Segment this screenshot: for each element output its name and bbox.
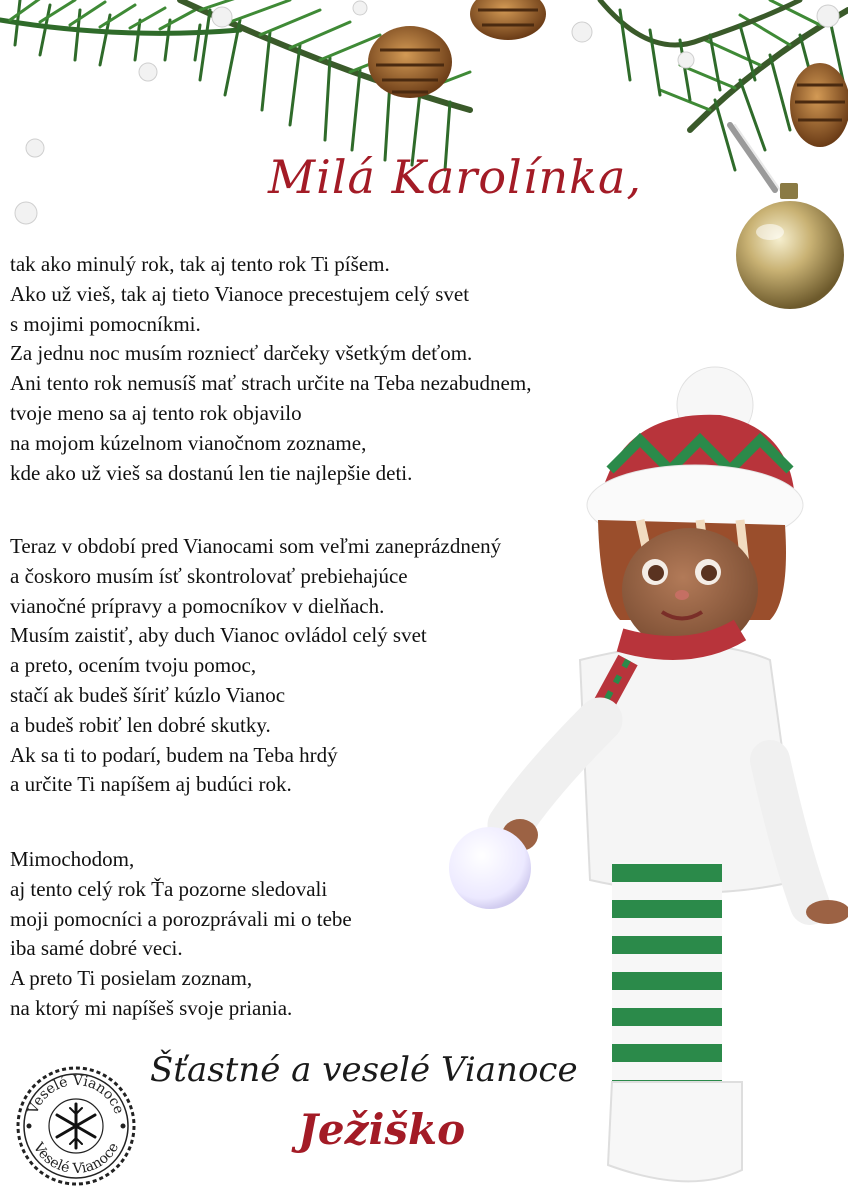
signature: Ježiško [298,1105,466,1154]
letter-line: tak ako minulý rok, tak aj tento rok Ti píšem. [10,252,390,276]
letter-greeting: Milá Karolínka, [268,150,643,204]
letter-line: aj tento celý rok Ťa pozorne sledovali [10,876,328,901]
paragraph-2 [10,532,501,800]
letter-line: na mojom kúzelnom vianočnom zozname, [10,430,367,455]
letter-line: iba samé dobré veci. [10,936,183,961]
letter-line: stačí ak budeš šíriť kúzlo Vianoc [10,682,286,707]
closing-wish: Šťastné a veselé Vianoce [150,1050,578,1090]
snowflake-stamp-icon [15,1065,137,1187]
letter-line: moji pomocníci a porozprávali mi o tebe [10,906,352,931]
letter-line: Ani tento rok nemusíš mať strach určite na Teba nezabudnem, [10,371,532,396]
letter-line: a určite Ti napíšem aj budúci rok. [10,772,292,797]
paragraph-3 [10,845,352,1024]
letter-line: Mimochodom, [10,847,135,871]
snowball-icon [449,827,531,909]
letter-line: A preto Ti posielam zoznam, [10,966,253,991]
letter-line: Ako už vieš, tak aj tieto Vianoce precestujem celý svet [10,281,470,306]
letter-line: Za jednu noc musím roznieсť darčeky všetkým deťom. [10,341,473,366]
letter-line: na ktorý mi napíšeš svoje priania. [10,995,293,1020]
letter-line: Ak sa ti to podarí, budem na Teba hrdý [10,742,338,767]
letter-line: kde ako už vieš sa dostanú len tie najlepšie deti. [10,460,413,485]
letter-line: a budeš robiť len dobré skutky. [10,712,271,737]
letter-line: s mojimi pomocníkmi. [10,311,201,336]
letter-line: Teraz v období pred Vianocami som veľmi zaneprázdnený [10,534,502,558]
letter-line: Musím zaistiť, aby duch Vianoc ovládol celý svet [10,623,427,648]
letter-line: a čoskoro musím ísť skontrolovať prebiehajúce [10,563,408,588]
stamp-text-bottom: Veselé Vianoce [29,1139,123,1178]
paragraph-1 [10,250,531,488]
stamp-text-top: Veselé Vianoce [25,1072,127,1117]
letter-line: a preto, ocením tvoju pomoc, [10,653,257,678]
letter-line: tvoje meno sa aj tento rok objavilo [10,400,302,425]
letter-line: vianočné prípravy a pomocníkov v dielňach. [10,593,385,618]
